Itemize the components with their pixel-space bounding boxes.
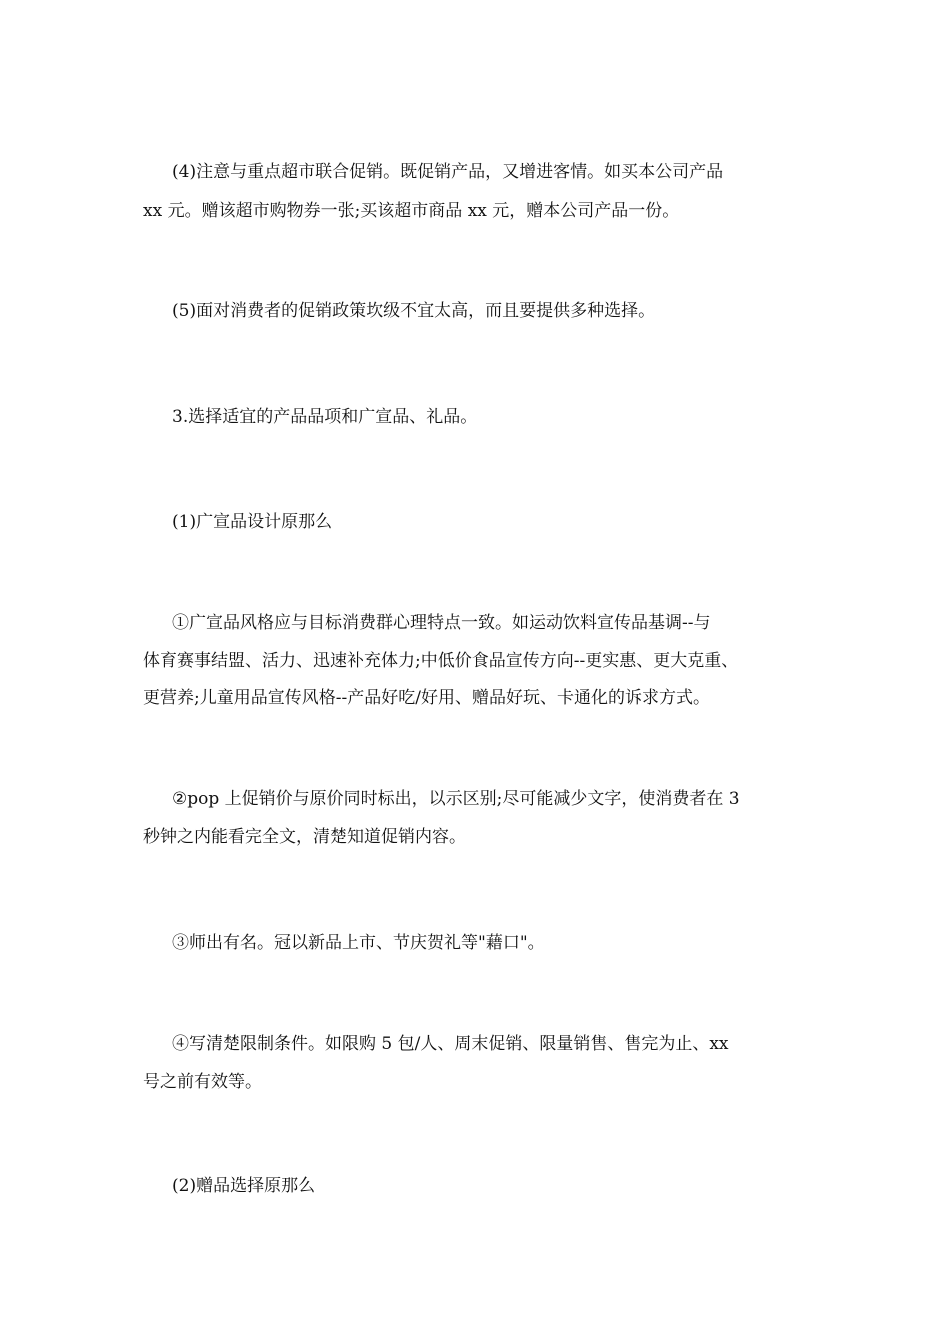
subsection-1-heading: (1)广宣品设计原那么 bbox=[172, 512, 333, 532]
paragraph-4-line-2: xx 元。赠该超市购物券一张;买该超市商品 xx 元，赠本公司产品一份。 bbox=[143, 201, 680, 221]
paragraph-4-line-1: (4)注意与重点超市联合促销。既促销产品，又增进客情。如买本公司产品 bbox=[172, 162, 724, 182]
item-1-line-1: ①广宣品风格应与目标消费群心理特点一致。如运动饮料宣传品基调--与 bbox=[172, 613, 711, 633]
item-2-line-2: 秒钟之内能看完全文，清楚知道促销内容。 bbox=[143, 827, 466, 847]
section-3-heading: 3.选择适宜的产品品项和广宣品、礼品。 bbox=[172, 407, 478, 427]
item-2-line-1: ②pop 上促销价与原价同时标出，以示区别;尽可能减少文字，使消费者在 3 bbox=[172, 789, 740, 809]
paragraph-5-line-1: (5)面对消费者的促销政策坎级不宜太高，而且要提供多种选择。 bbox=[172, 301, 656, 321]
subsection-2-heading: (2)赠品选择原那么 bbox=[172, 1176, 316, 1196]
item-1-line-3: 更营养;儿童用品宣传风格--产品好吃/好用、赠品好玩、卡通化的诉求方式。 bbox=[143, 688, 710, 708]
item-4-line-1: ④写清楚限制条件。如限购 5 包/人、周末促销、限量销售、售完为止、xx bbox=[172, 1034, 729, 1054]
item-1-line-2: 体育赛事结盟、活力、迅速补充体力;中低价食品宣传方向--更实惠、更大克重、 bbox=[143, 651, 739, 671]
item-4-line-2: 号之前有效等。 bbox=[143, 1072, 262, 1092]
item-3-line-1: ③师出有名。冠以新品上市、节庆贺礼等"藉口"。 bbox=[172, 933, 545, 953]
